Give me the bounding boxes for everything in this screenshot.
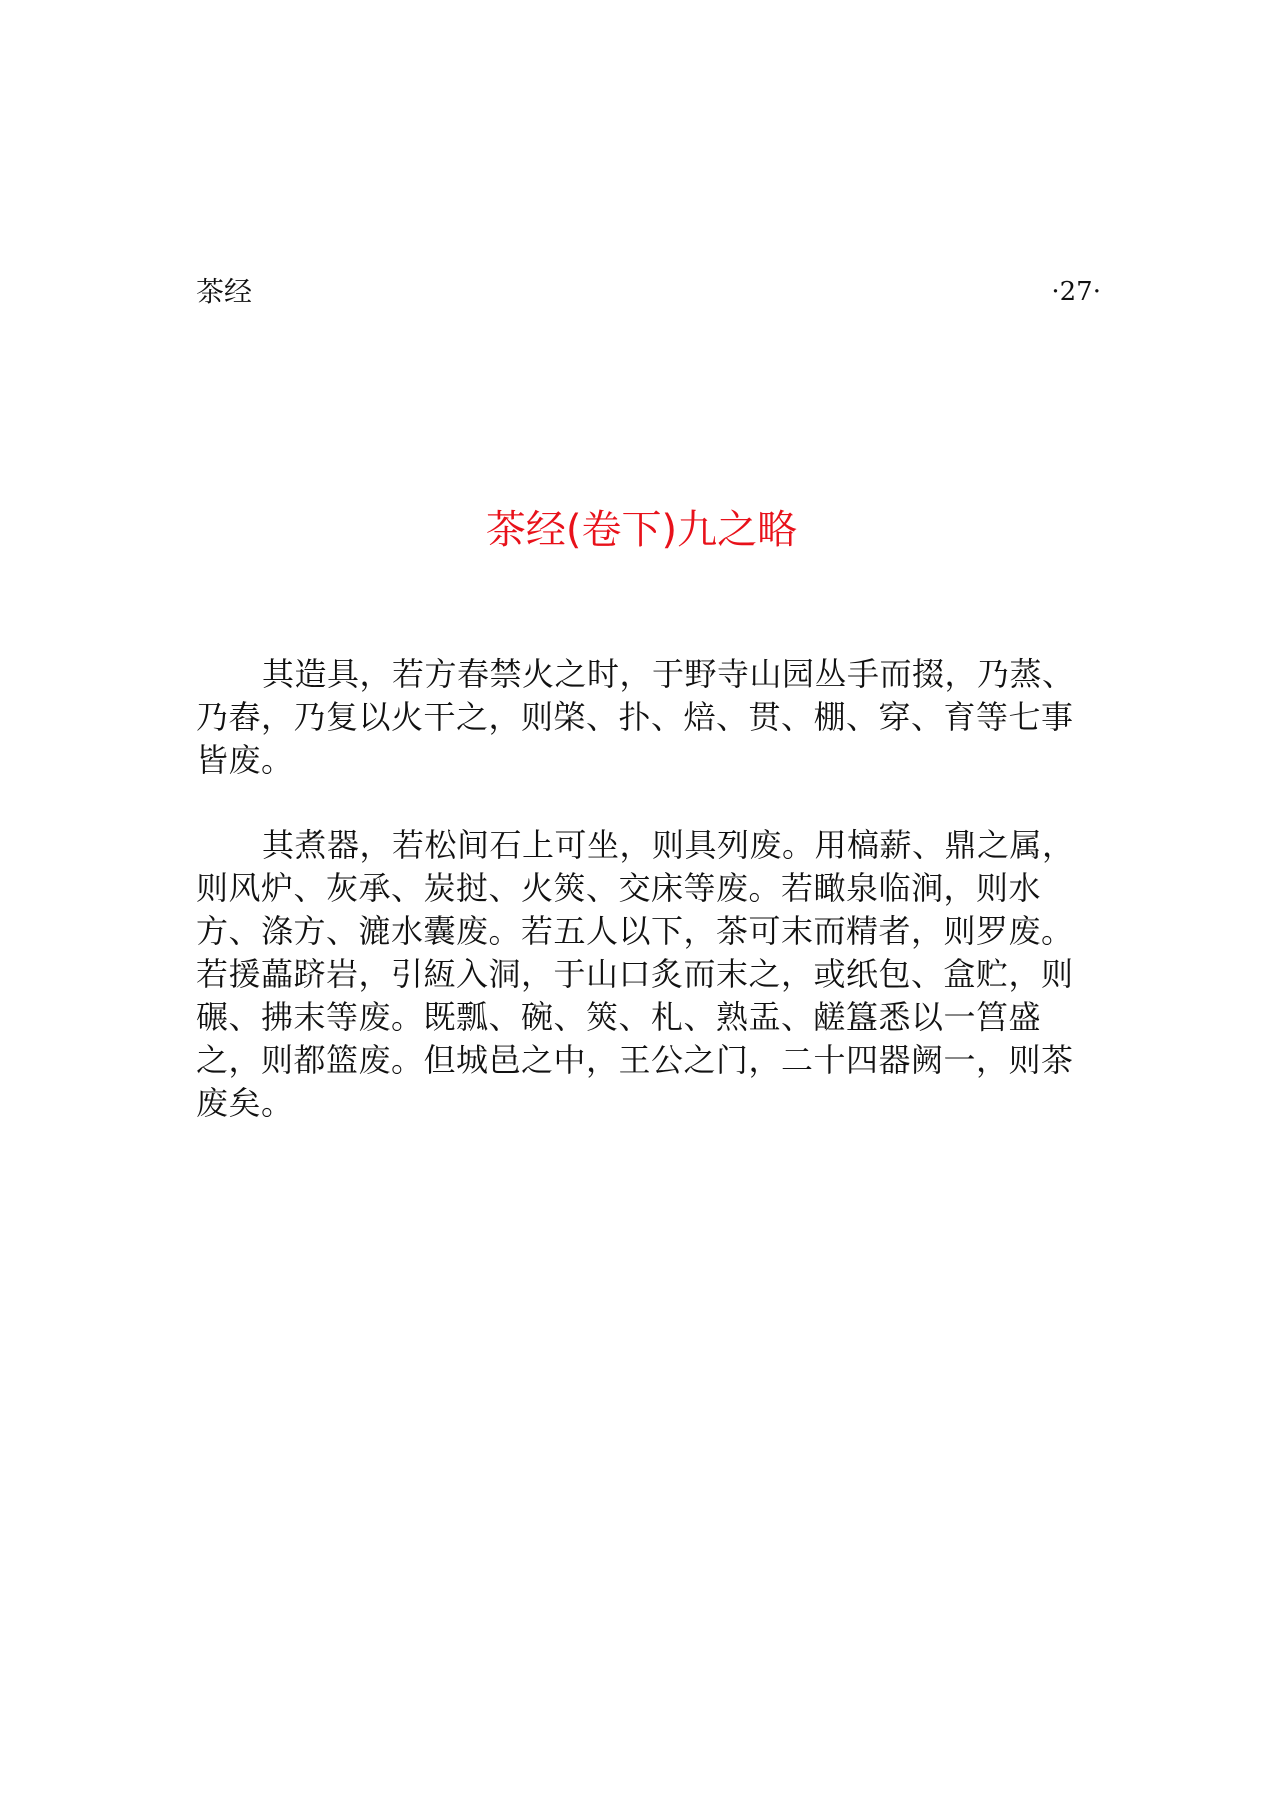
page-number: ·27· xyxy=(1051,277,1101,307)
chapter-title: 茶经(卷下)九之略 xyxy=(485,507,798,553)
running-header xyxy=(196,272,1101,312)
body-text xyxy=(196,653,1101,1125)
paragraph: 其煮器，若松间石上可坐，则具列废。用槁薪、鼎之属，则风炉、灰承、炭挝、火筴、交床等废。若瞰泉临涧，则水方、涤方、漉水囊废。若五人以下，茶可末而精者，则罗废。若援藟跻岩，引絚入洞，于山口炙而末之，或纸包、盒贮，则碾、拂末等废。既瓢、碗、筴、札、熟盂、鹾簋悉以一筥盛之，则都篮废。但城邑之中，王公之门，二十四器阙一，则茶废矣。 xyxy=(196,826,1075,1122)
book-title: 茶经 xyxy=(196,275,253,308)
paragraph: 其造具，若方春禁火之时，于野寺山园丛手而掇，乃蒸、乃舂，乃复以火干之，则棨、扑、焙、贯、棚、穿、育等七事皆废。 xyxy=(196,655,1075,779)
